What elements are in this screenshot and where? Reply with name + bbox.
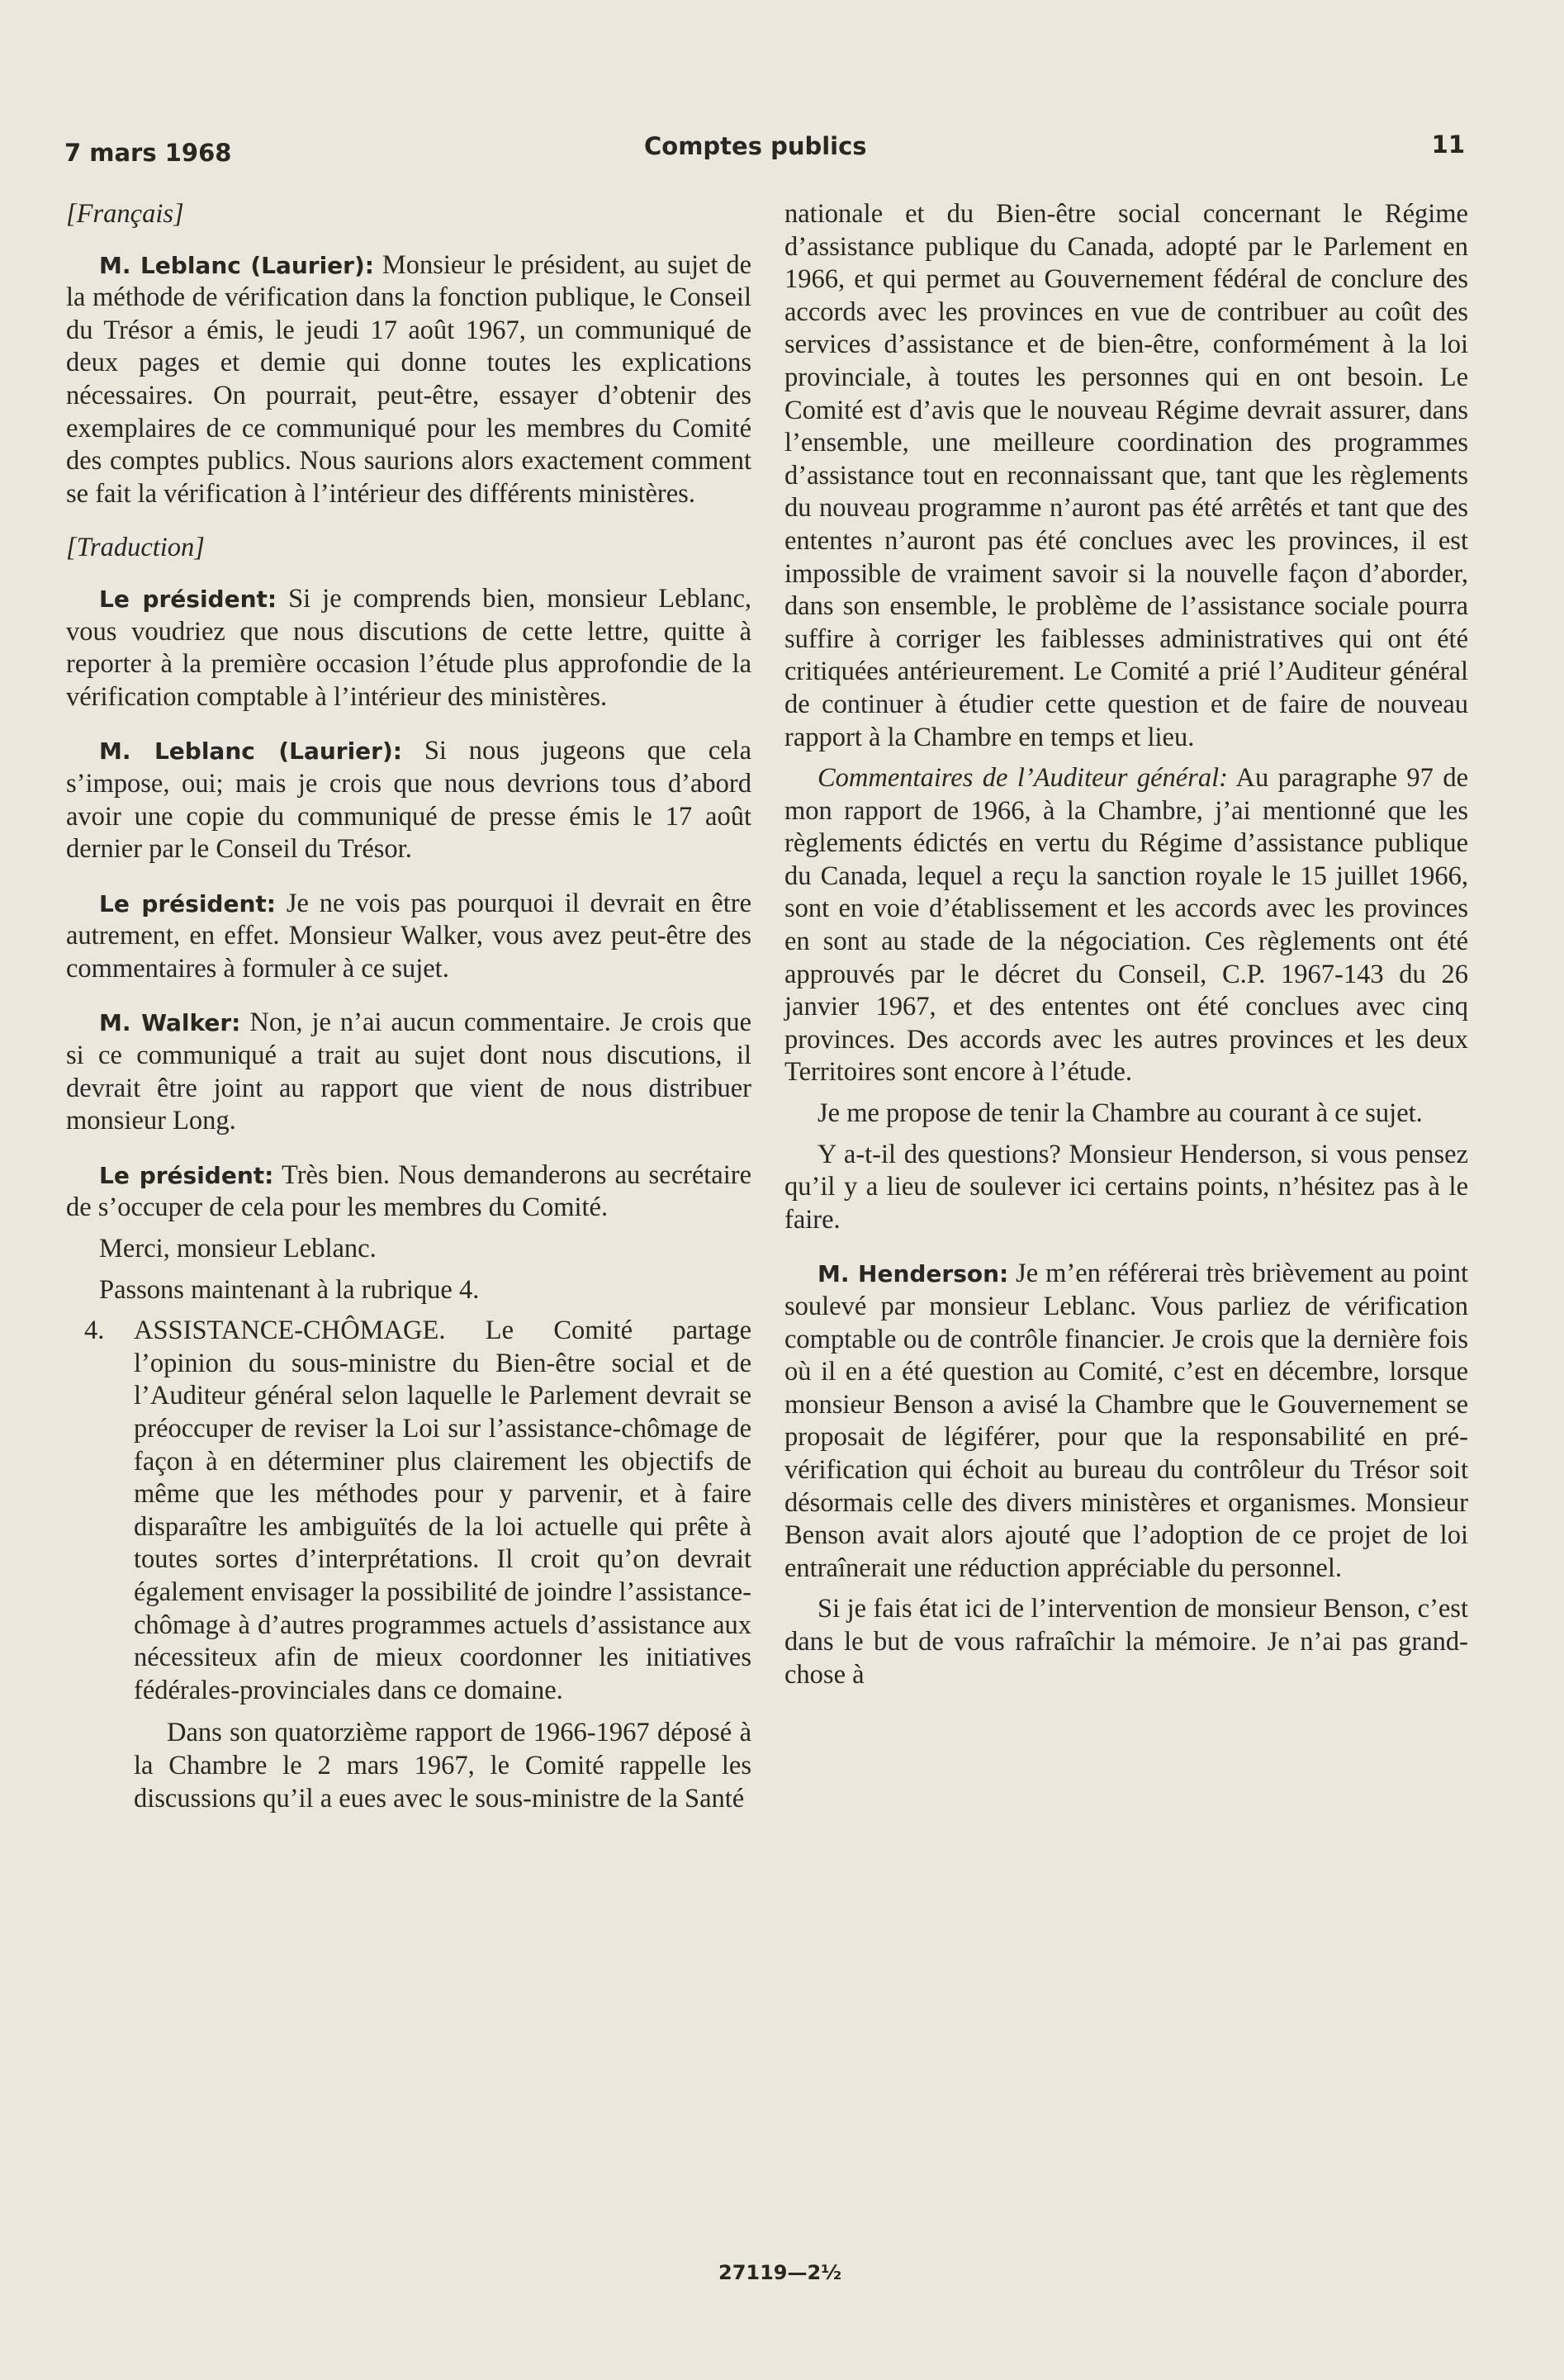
speech-text: Monsieur le président, au sujet de la méthode de vérification dans la fonction publique, le Conseil du Trésor a émis, le jeudi 17 août 1967, un communiqué de deux pages et demie qui donne toutes les explications nécessaires. On pourrait, peut-être, essayer d’obtenir des exemplaires de ce communiqué pour les membres du Comité des comptes publics. Nous saurions alors exactement comment se fait la vérification à l’intérieur des différents ministères. xyxy=(66,249,752,509)
comment-text: Au paragraphe 97 de mon rapport de 1966, à la Chambre, j’ai mentionné que les règlements édictés en vertu du Régime d’assistance publique du Canada, lequel a reçu la sanction royale le 15 juillet 1966, sont en voie d’établissement et les accords avec les provinces en sont au stade de la négociation. Ces règlements ont été approuvés par le décret du Conseil, C.P. 1967-143 du 26 janvier 1967, et des ententes ont été conclues avec cinq provinces. Des accords avec les autres provinces et les deux Territoires sont encore à l’étude. xyxy=(784,763,1468,1088)
left-column xyxy=(66,198,751,1833)
paragraph-president-1 xyxy=(66,583,751,714)
paragraph-thanks: Merci, monsieur Leblanc. xyxy=(99,1234,377,1264)
speaker-name: Le président: xyxy=(99,1161,274,1189)
agenda-item-4 xyxy=(66,1315,751,1815)
paragraph-continued: nationale et du Bien-être social concernant le Régime d’assistance publique du Canada, adopté par le Parlement en 1966, et qui permet au Gouvernement fédéral de conclure des accords avec les provinces en vue de contribuer au coût des services d’assistance et de bien-être, conformément à la loi provinciale, à toutes les personnes qui en ont besoin. Le Comité est d’avis que le nouveau Régime devrait assurer, dans l’ensemble, une meilleure coordination des programmes d’assistance tout en reconnaissant que, tant que les règlements du nouveau programme n’auront pas été arrêtés et tant que des ententes n’auront pas été conclues avec les provinces, il est impossible de vraiment savoir si la nouvelle façon d’aborder, dans son ensemble, le problème de l’assistance sociale pourra suffire à corriger les faiblesses administratives qui ont été critiquées antérieurement. Le Comité a prié l’Auditeur général de continuer à étudier cette question et de faire de nouveau rapport à la Chambre en temps et lieu. xyxy=(784,199,1468,752)
item-text-continued: Dans son quatorzième rapport de 1966-1967 déposé à la Chambre le 2 mars 1967, le Comité rappelle les discussions qu’il a eues avec le sous-ministre de la Santé xyxy=(134,1718,751,1813)
speech-text: Si je comprends bien, monsieur Leblanc, vous voudriez que nous discutions de cette lettre, quitte à reporter à la première occasion l’étude plus approfondie de la vérification comptable à l’intérieur des ministères. xyxy=(66,583,752,712)
paragraph-president-3 xyxy=(66,1159,751,1225)
language-label-translation: [Traduction] xyxy=(66,533,205,563)
paragraph-leblanc-2 xyxy=(66,735,751,865)
paragraph-questions: Y a-t-il des questions? Monsieur Henderson, si vous pensez qu’il y a lieu de soulever ici certains points, n’hésitez pas à le faire. xyxy=(784,1139,1468,1235)
language-label-french: [Français] xyxy=(66,199,184,229)
speaker-name: Le président: xyxy=(99,889,276,917)
paragraph-auditor-comments xyxy=(784,762,1468,1089)
comment-heading: Commentaires de l’Auditeur général: xyxy=(818,763,1228,794)
paragraph-president-2 xyxy=(66,888,751,986)
speaker-name: M. Leblanc (Laurier): xyxy=(99,251,374,279)
paragraph-walker xyxy=(66,1007,751,1137)
speaker-name: M. Leblanc (Laurier): xyxy=(99,737,402,766)
speaker-name: Le président: xyxy=(99,585,277,613)
header-date: 7 mars 1968 xyxy=(64,139,232,167)
right-column xyxy=(784,198,1468,1704)
page-number: 11 xyxy=(1431,130,1465,159)
speaker-name: M. Walker: xyxy=(99,1009,241,1037)
speech-text: Non, je n’ai aucun commentaire. Je crois que si ce communiqué a trait au sujet dont nous discutions, il devrait être joint au rapport que vient de nous distribuer monsieur Long. xyxy=(66,1007,751,1136)
item-number: 4. xyxy=(84,1316,105,1346)
speaker-name: M. Henderson: xyxy=(818,1260,1009,1288)
header-title: Comptes publics xyxy=(644,132,867,160)
speech-text: Très bien. Nous demanderons au secrétaire de s’occuper de cela pour les membres du Comité. xyxy=(66,1159,751,1223)
speech-text: Je ne vois pas pourquoi il devrait en être autrement, en effet. Monsieur Walker, vous avez peut-être des commentaires à formuler à ce sujet. xyxy=(66,888,752,984)
page-header xyxy=(64,130,1465,167)
speech-text: Je m’en référerai très brièvement au point soulevé par monsieur Leblanc. Vous parliez de vérification comptable ou de contrôle financier. Je crois que la dernière fois où il en a été question au Comité, c’est en décembre, lorsque monsieur Benson a avisé la Chambre que le Gouvernement se proposait de légiférer, pour que la responsabilité en pré-vérification qui échoit au bureau du contrôleur du Trésor soit désormais celle des divers ministères et organismes. Monsieur Benson avait alors ajouté que l’adoption de ce projet de loi entraînerait une réduction appréciable du personnel. xyxy=(784,1259,1469,1583)
speech-text: Si nous jugeons que cela s’impose, oui; mais je crois que nous devrions tous d’abord avoir une copie du communiqué de presse émis le 17 août dernier par le Conseil du Trésor. xyxy=(66,736,751,865)
paragraph-proposal: Je me propose de tenir la Chambre au courant à ce sujet. xyxy=(818,1098,1423,1129)
signature-mark: 27119—2½ xyxy=(718,2261,842,2284)
paragraph-leblanc-1 xyxy=(66,249,751,511)
item-text: ASSISTANCE-CHÔMAGE. Le Comité partage l’opinion du sous-ministre du Bien-être social et de l’Auditeur général selon laquelle le Parlement devrait se préoccuper de reviser la Loi sur l’assistance-chômage de façon à en déterminer plus clairement les objectifs de même que les méthodes pour y parvenir, et à faire disparaître les ambiguïtés de la loi actuelle qui prête à toutes sortes d’interprétations. Il croit qu’on devrait également envisager la possibilité de joindre l’assistance-chômage à d’autres programmes actuels d’assistance aux nécessiteux afin de mieux coordonner les initiatives fédérales-provinciales dans ce domaine. xyxy=(134,1316,751,1705)
paragraph-benson-reference: Si je fais état ici de l’intervention de monsieur Benson, c’est dans le but de vous rafraîchir la mémoire. Je n’ai pas grand-chose à xyxy=(784,1594,1468,1690)
paragraph-next-item: Passons maintenant à la rubrique 4. xyxy=(99,1274,480,1305)
paragraph-henderson xyxy=(784,1258,1468,1585)
